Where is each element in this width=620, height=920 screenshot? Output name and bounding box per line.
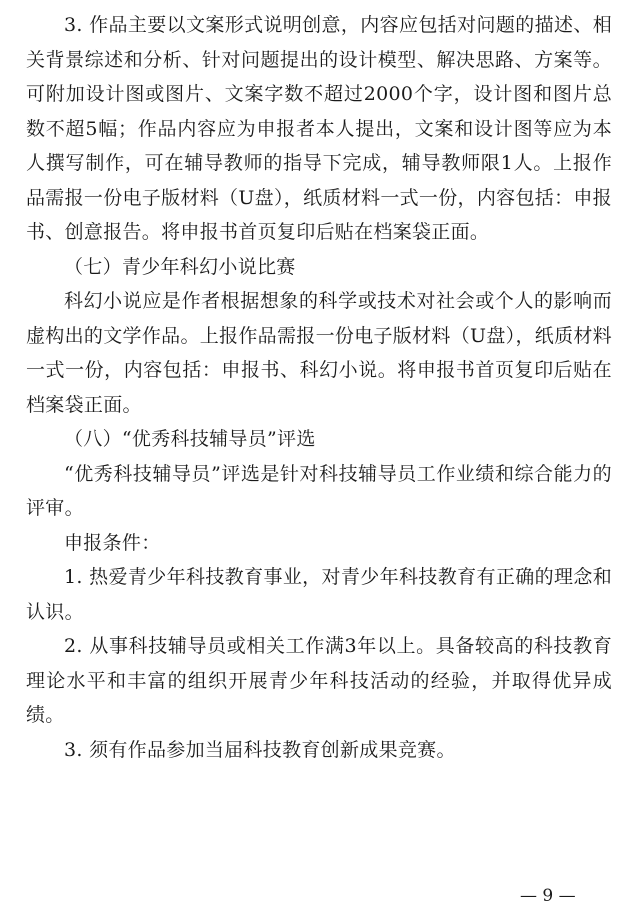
document-body [26,8,612,767]
paragraph-sci-fi-description: 科幻小说应是作者根据想象的科学或技术对社会或个人的影响而虚构出的文学作品。上报作品需报一份电子版材料（U盘），纸质材料一式一份，内容包括：申报书、科幻小说。将申报书首页复印后贴在档案袋正面。 [26,290,612,416]
paragraph-item-3-requirements: 3. 作品主要以文案形式说明创意，内容应包括对问题的描述、相关背景综述和分析、针对问题提出的设计模型、解决思路、方案等。可附加设计图或图片、文案字数不超过2000个字，设计图和图片总数不超5幅；作品内容应为申报者本人提出，文案和设计图等应为本人撰写制作，可在辅导教师的指导下完成，辅导教师限1人。上报作品需报一份电子版材料（U盘），纸质材料一式一份，内容包括：申报书、创意报告。将申报书首页复印后贴在档案袋正面。 [26,14,612,243]
section-heading-outstanding-tutor: （八）“优秀科技辅导员”评选 [64,428,316,450]
page-number: — 9 — [520,886,576,906]
section-heading-sci-fi-contest: （七）青少年科幻小说比赛 [64,255,296,278]
condition-item-2: 2. 从事科技辅导员或相关工作满3年以上。具备较高的科技教育理论水平和丰富的组织开展青少年科技活动的经验，并取得优异成绩。 [26,635,612,726]
paragraph-tutor-evaluation: “优秀科技辅导员”评选是针对科技辅导员工作业绩和综合能力的评审。 [26,462,612,519]
paragraph-application-conditions-label: 申报条件： [64,531,161,554]
condition-item-1: 1. 热爱青少年科技教育事业，对青少年科技教育有正确的理念和认识。 [26,566,612,623]
condition-item-3: 3. 须有作品参加当届科技教育创新成果竞赛。 [64,738,456,761]
